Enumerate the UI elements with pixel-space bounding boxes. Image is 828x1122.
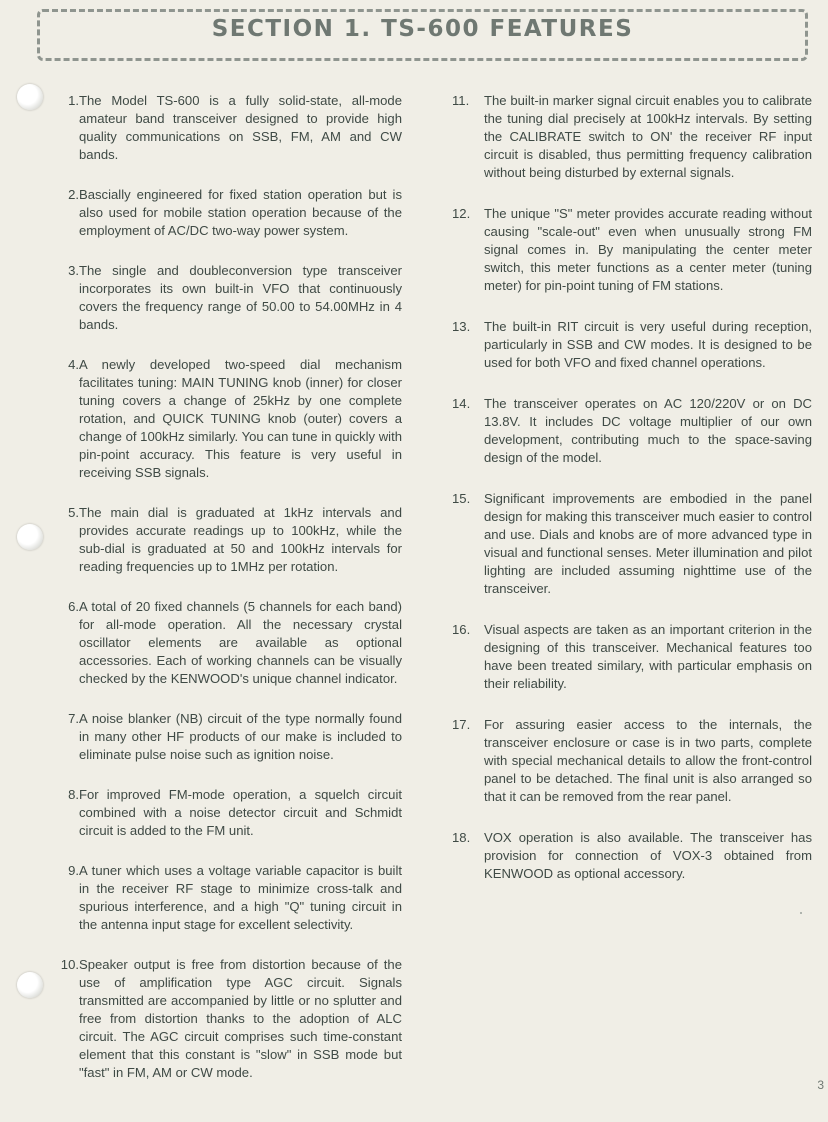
feature-number: 12.	[452, 206, 471, 221]
feature-number: 9.	[68, 863, 79, 878]
feature-number: 8.	[68, 787, 79, 802]
feature-text: A newly developed two-speed dial mechanism facilitates tuning: MAIN TUNING knob (inner) for closer tuning covers a change of 25kHz by one complete rotation, and QUICK TUNING knob (outer) covers a change of 100kHz similarly. You can tune in quickly with pin-point accuracy. This feature is very useful in receiving SSB signals.	[79, 357, 402, 480]
feature-text: A tuner which uses a voltage variable capacitor is built in the receiver RF stage to minimize cross-talk and spurious interference, and a high "Q" tuning circuit in the antenna input stage for excellent selectivity.	[79, 863, 402, 932]
feature-text: The Model TS-600 is a fully solid-state, all-mode amateur band transceiver designed to provide high quality communications on SSB, FM, AM and CW bands.	[79, 93, 402, 162]
feature-number: 5.	[68, 505, 79, 520]
feature-item-4	[52, 356, 402, 482]
feature-number: 4.	[68, 357, 79, 372]
feature-text: The built-in RIT circuit is very useful during reception, particularly in SSB and CW modes. It is designed to be used for both VFO and fixed channel operations.	[484, 319, 812, 370]
feature-item-13	[452, 318, 812, 372]
feature-text: A noise blanker (NB) circuit of the type normally found in many other HF products of our make is included to eliminate pulse noise such as ignition noise.	[79, 711, 402, 762]
feature-item-12	[452, 205, 812, 295]
feature-number: 11.	[452, 93, 470, 108]
feature-item-17	[452, 716, 812, 806]
print-speck	[800, 912, 802, 914]
binder-hole-icon	[17, 972, 43, 998]
feature-number: 10.	[60, 957, 79, 972]
feature-item-14	[452, 395, 812, 467]
feature-item-2	[52, 186, 402, 240]
feature-number: 6.	[68, 599, 79, 614]
feature-number: 15.	[452, 491, 471, 506]
feature-item-18	[452, 829, 812, 883]
features-right-column	[452, 92, 812, 906]
feature-item-15	[452, 490, 812, 598]
feature-text: The single and doubleconversion type transceiver incorporates its own built-in VFO that continuously covers the frequency range of 50.00 to 54.00MHz in 4 bands.	[79, 263, 402, 332]
feature-item-8	[52, 786, 402, 840]
feature-text: Bascially engineered for fixed station operation but is also used for mobile station operation because of the employment of AC/DC two-way power system.	[79, 187, 402, 238]
feature-number: 7.	[68, 711, 79, 726]
features-left-column	[52, 92, 402, 1104]
feature-item-3	[52, 262, 402, 334]
page-number: 3	[817, 1078, 824, 1092]
binder-hole-icon	[17, 524, 43, 550]
feature-item-9	[52, 862, 402, 934]
feature-text: A total of 20 fixed channels (5 channels for each band) for all-mode operation. All the necessary crystal oscillator elements are available as optional accessories. Each of working channels can be visually checked by the KENWOOD's unique channel indicator.	[79, 599, 402, 686]
feature-text: The main dial is graduated at 1kHz intervals and provides accurate readings up to 100kHz, while the sub-dial is graduated at 50 and 100kHz intervals for reading frequencies up to 1MHz per rotation.	[79, 505, 402, 574]
feature-item-7	[52, 710, 402, 764]
feature-number: 17.	[452, 717, 471, 732]
feature-text: For assuring easier access to the internals, the transceiver enclosure or case is in two parts, complete with special mechanical details to allow the front-control panel to be detached. The final unit is also arranged so that it can be removed from the rear panel.	[484, 717, 812, 804]
feature-text: For improved FM-mode operation, a squelch circuit combined with a noise detector circuit and Schmidt circuit is added to the FM unit.	[79, 787, 402, 838]
feature-number: 13.	[452, 319, 471, 334]
binder-hole-icon	[17, 84, 43, 110]
feature-number: 16.	[452, 622, 471, 637]
feature-item-1	[52, 92, 402, 164]
feature-item-11	[452, 92, 812, 182]
feature-number: 1.	[68, 93, 79, 108]
section-title: SECTION 1. TS-600 FEATURES	[211, 16, 634, 42]
feature-text: VOX operation is also available. The transceiver has provision for connection of VOX-3 obtained from KENWOOD as optional accessory.	[484, 830, 812, 881]
feature-number: 14.	[452, 396, 471, 411]
feature-text: Visual aspects are taken as an important criterion in the designing of this transceiver. Mechanical features too have been treated similary, with particular emphasis on their reliability.	[484, 622, 812, 691]
feature-text: The unique "S" meter provides accurate reading without causing "scale-out" even when unusually strong FM signal comes in. By manipulating the center meter switch, this meter functions as a center meter (tuning meter) for pin-point tuning of FM stations.	[484, 206, 812, 293]
feature-item-10	[52, 956, 402, 1082]
feature-item-6	[52, 598, 402, 688]
feature-number: 18.	[452, 830, 471, 845]
feature-text: The built-in marker signal circuit enables you to calibrate the tuning dial precisely at 100kHz intervals. By setting the CALIBRATE switch to ON' the receiver RF input circuit is disabled, thus permitting frequency calibration without being disturbed by external signals.	[484, 93, 812, 180]
feature-number: 3.	[68, 263, 79, 278]
feature-text: Speaker output is free from distortion because of the use of amplification type AGC circuit. Signals transmitted are accompanied by little or no splutter and free from distortion thanks to the adoption of ALC circuit. The AGC circuit comprises such time-constant element that this constant is "slow" in SSB mode but "fast" in FM, AM or CW mode.	[79, 957, 402, 1080]
feature-text: Significant improvements are embodied in the panel design for making this transceiver much easier to control and use. Dials and knobs are of more advanced type in visual and functional senses. Meter illumination and pilot lighting are included assuming nighttime use of the transceiver.	[484, 491, 812, 596]
feature-text: The transceiver operates on AC 120/220V or on DC 13.8V. It includes DC voltage multiplier of our own development, contributing much to the space-saving design of the model.	[484, 396, 812, 465]
feature-item-5	[52, 504, 402, 576]
feature-number: 2.	[68, 187, 79, 202]
feature-item-16	[452, 621, 812, 693]
